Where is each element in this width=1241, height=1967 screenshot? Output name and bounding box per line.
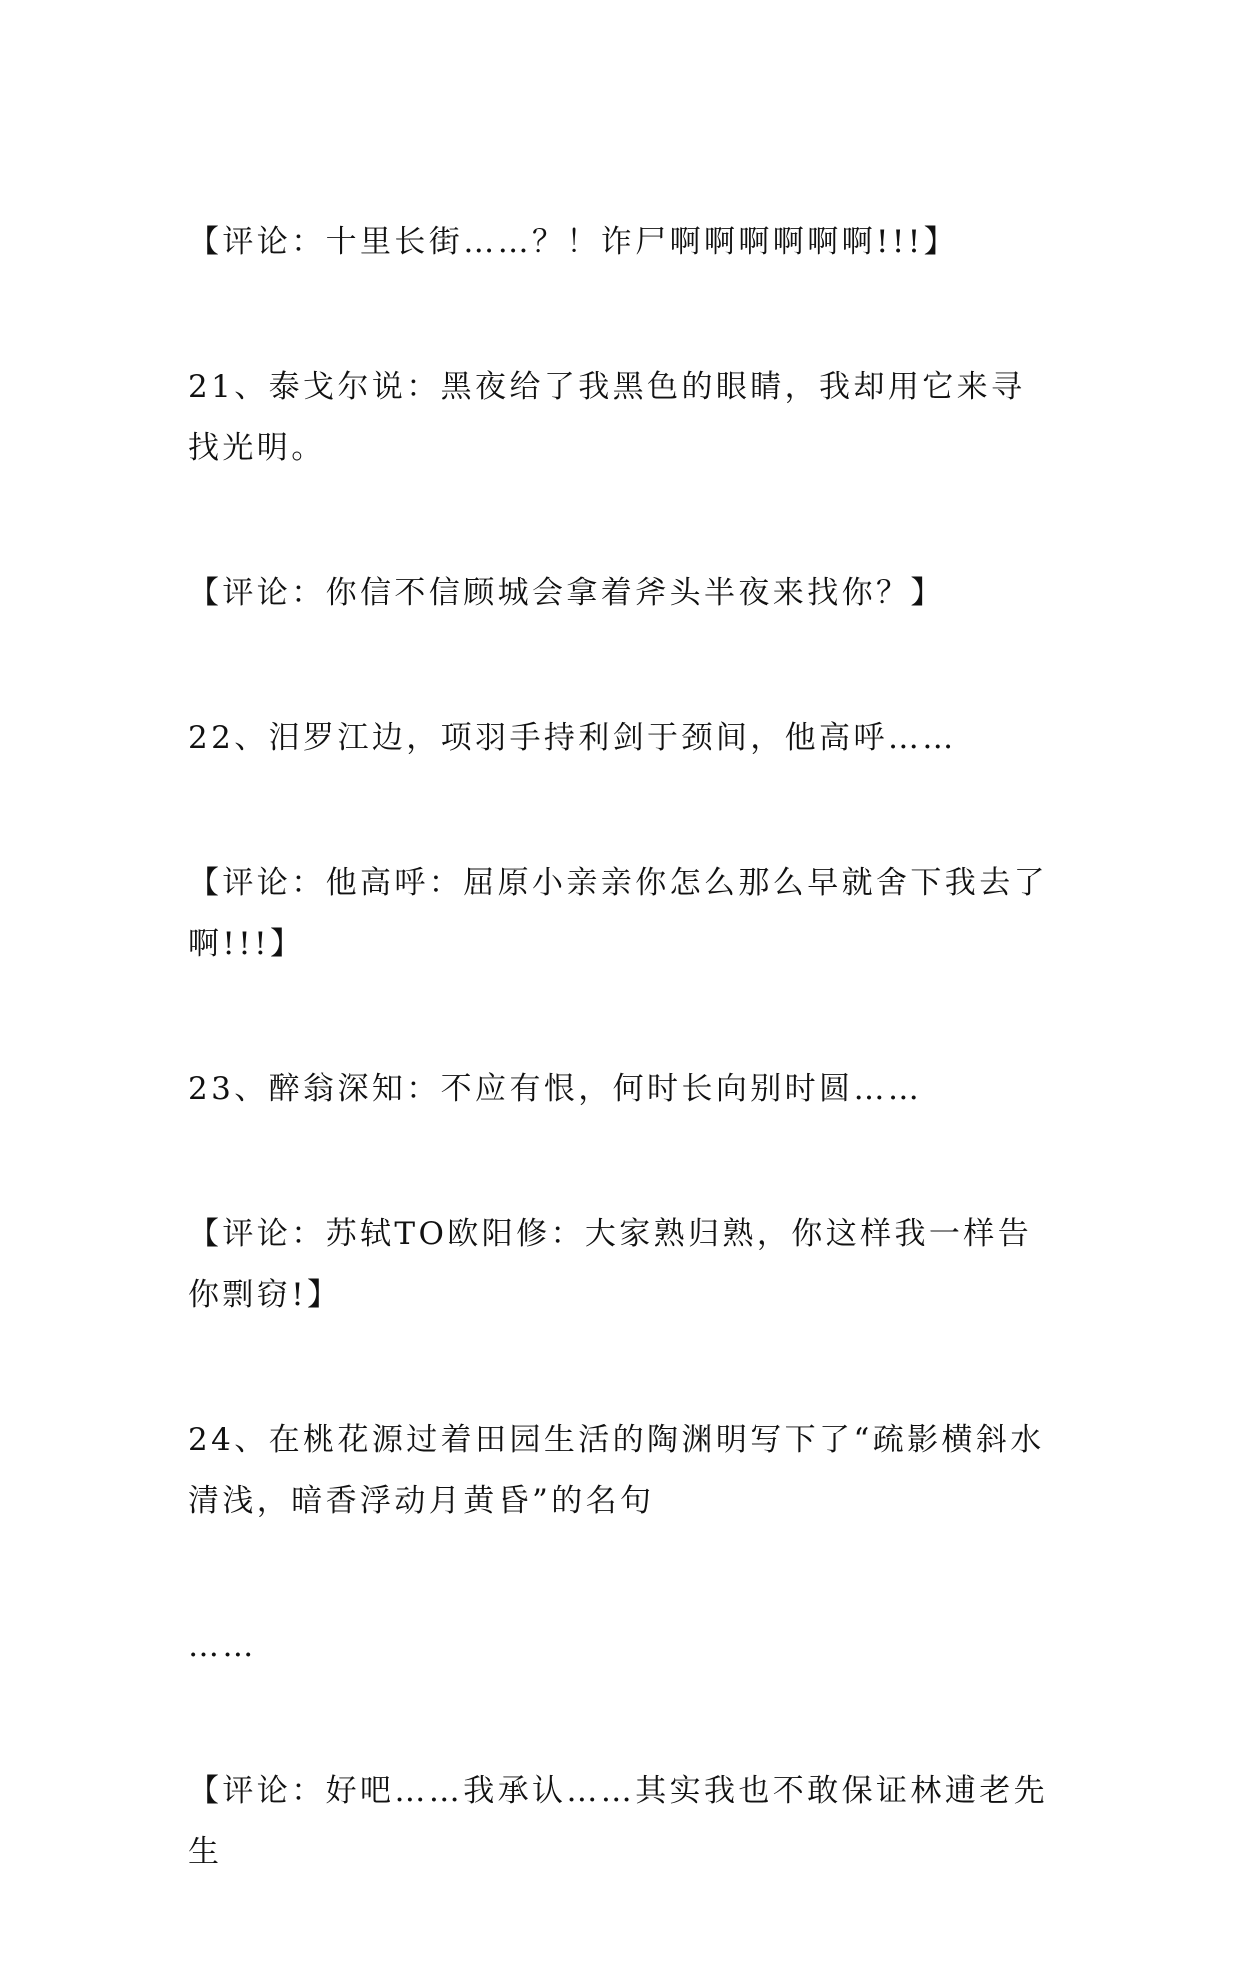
quote-paragraph-24: 24、在桃花源过着田园生活的陶渊明写下了“疏影横斜水清浅，暗香浮动月黄昏”的名句 [188,1422,1045,1519]
comment-paragraph: 【评论：你信不信顾城会拿着斧头半夜来找你？】 [188,575,945,611]
comment-paragraph: 【评论：苏轼TO欧阳修：大家熟归熟，你这样我一样告你剽窃!】 [188,1216,1033,1313]
quote-paragraph-22: 22、汨罗江边，项羽手持利剑于颈间，他高呼…… [188,720,957,756]
comment-paragraph: 【评论：好吧……我承认……其实我也不敢保证林逋老先生 [188,1773,1048,1870]
quote-paragraph-23: 23、醉翁深知：不应有恨，何时长向别时圆…… [188,1071,923,1107]
document-body [188,212,1058,1967]
ellipsis-paragraph: …… [188,1628,257,1664]
comment-paragraph: 【评论：十里长街……？！诈尸啊啊啊啊啊啊!!!】 [188,224,958,260]
quote-paragraph-21: 21、泰戈尔说：黑夜给了我黑色的眼睛，我却用它来寻找光明。 [188,369,1026,466]
comment-paragraph: 【评论：他高呼：屈原小亲亲你怎么那么早就舍下我去了啊!!!】 [188,865,1048,962]
